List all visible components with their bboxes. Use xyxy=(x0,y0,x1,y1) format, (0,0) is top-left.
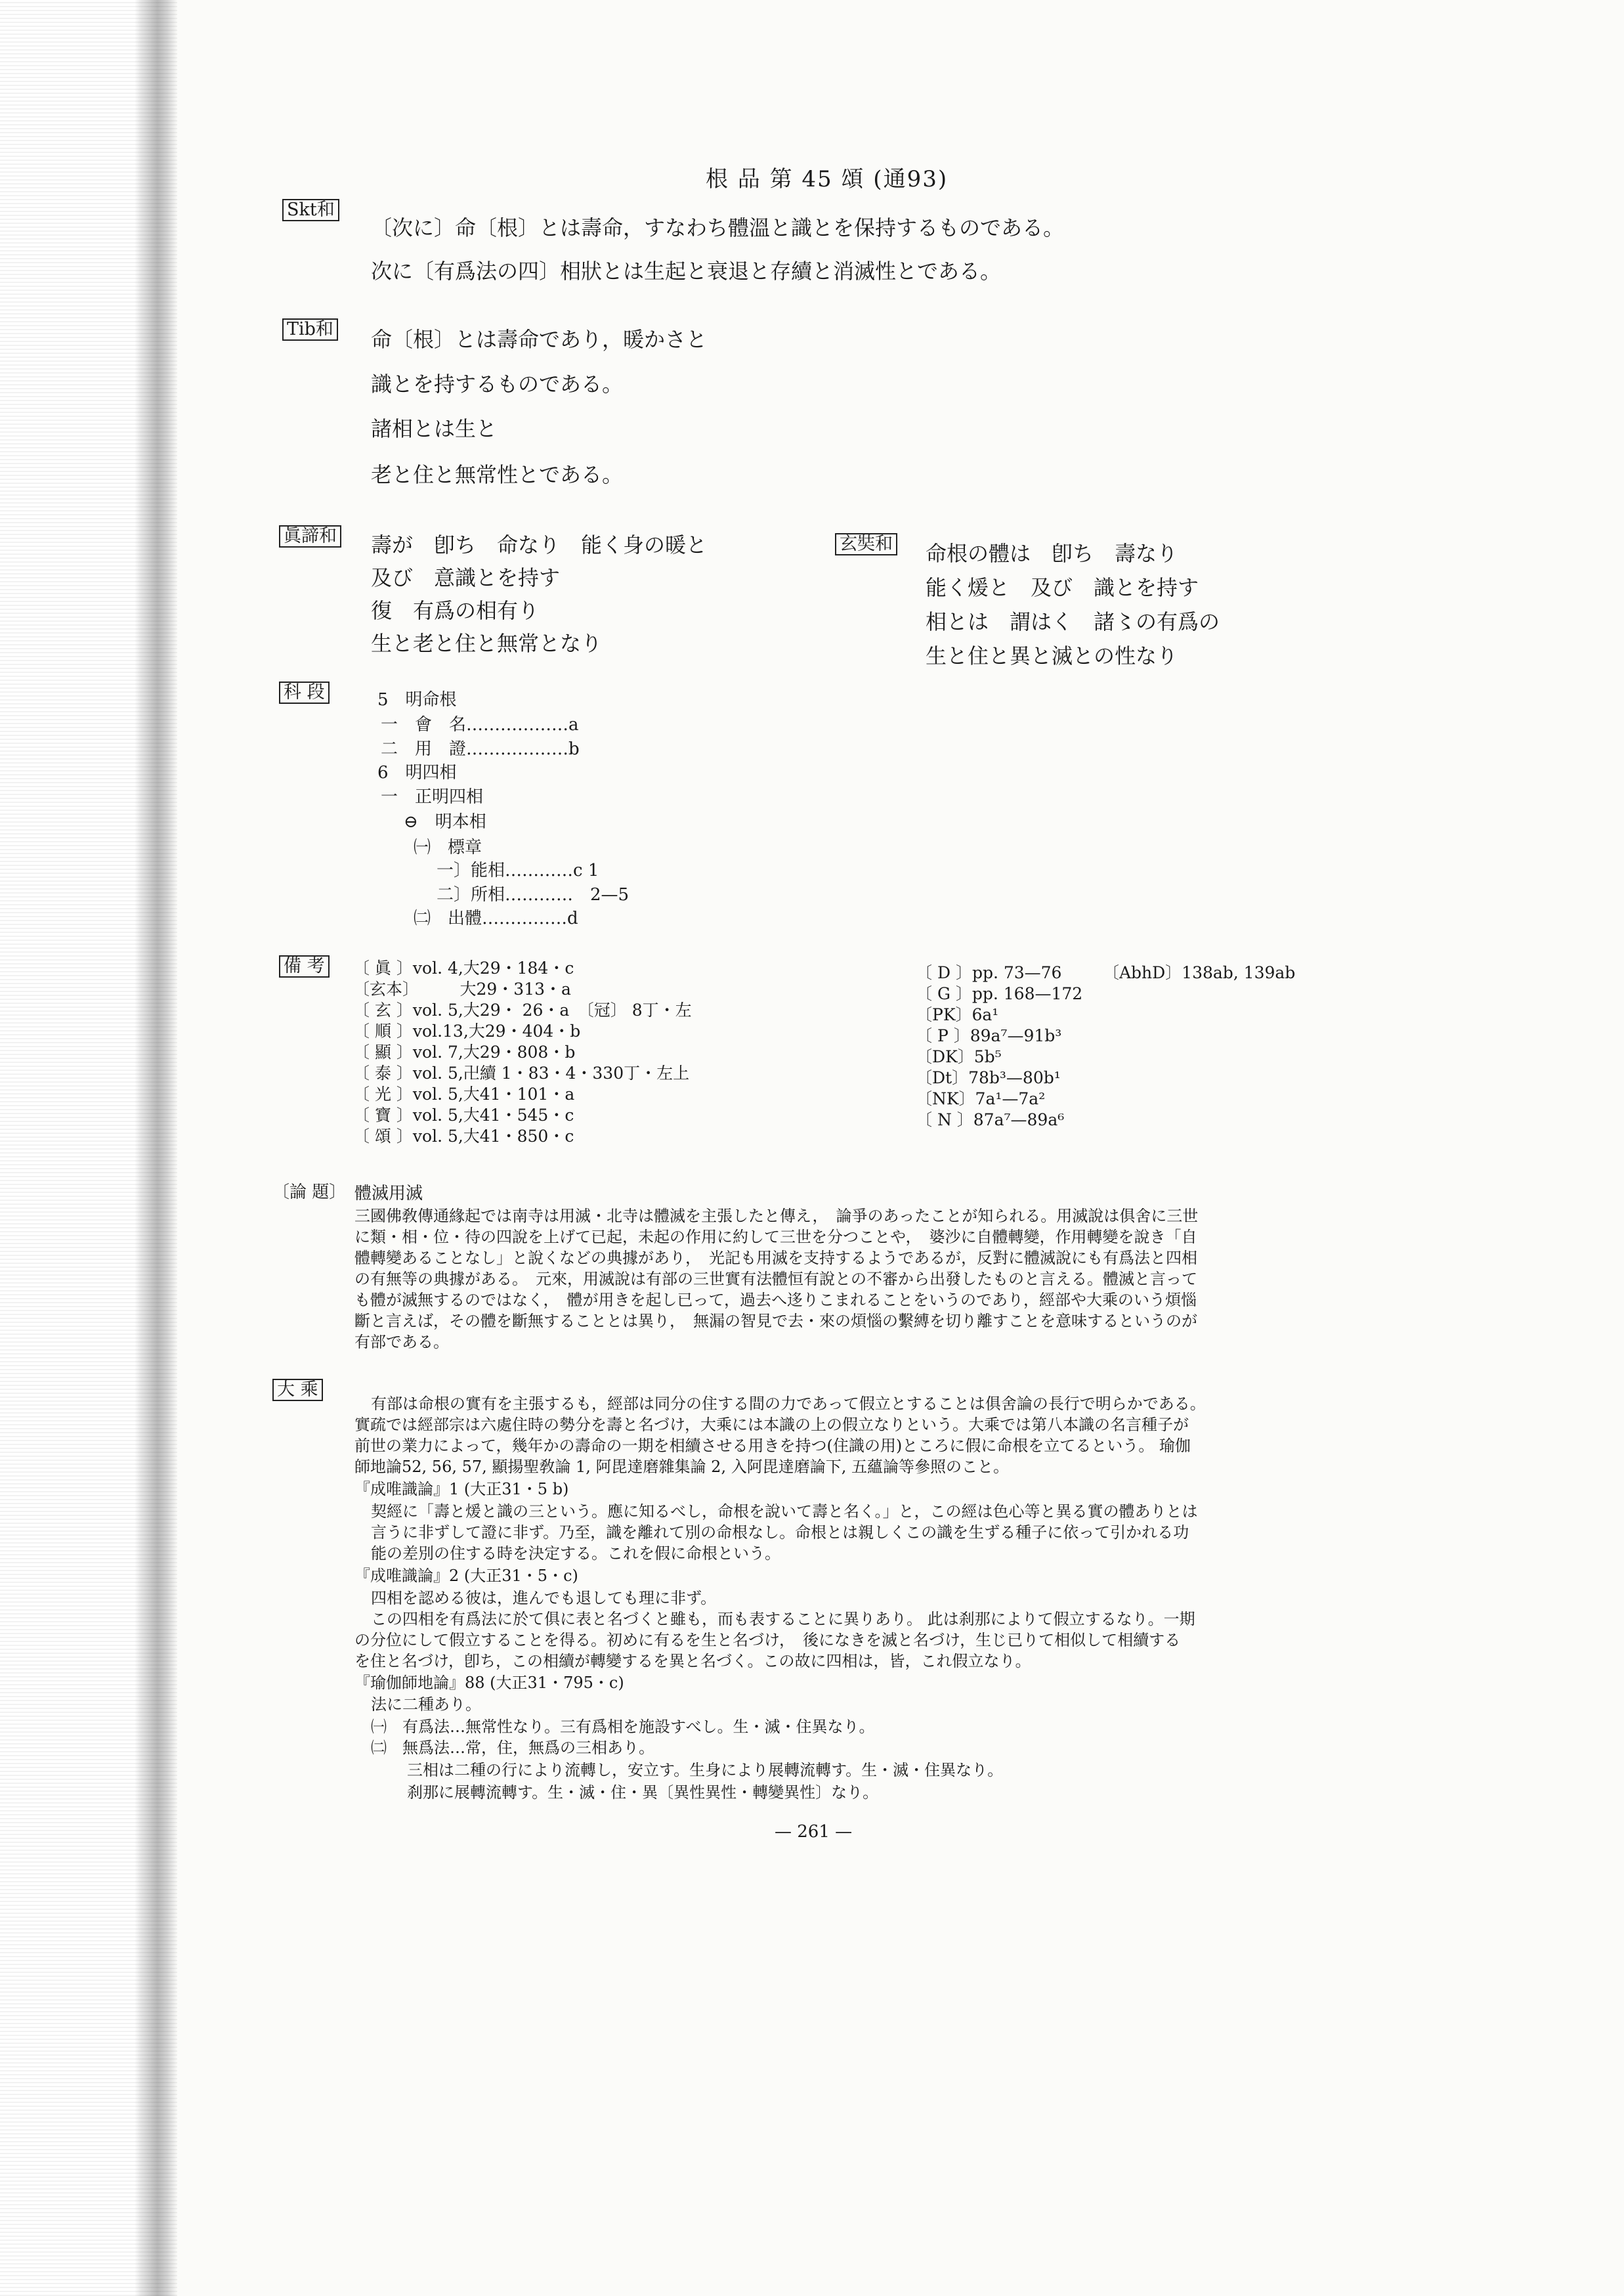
biko-right-line: 〔NK〕7a¹—7a² xyxy=(916,1089,1046,1108)
daijo-line: 師地論52, 56, 57, 顯揚聖敎論 1, 阿毘達磨雜集論 2, 入阿毘達磨論下, 五蘊論等參照のこと。 xyxy=(354,1458,1009,1476)
biko-left-line: 〔 頌 〕vol. 5,大41・850・c xyxy=(353,1127,574,1146)
scan-edge-shadow xyxy=(0,0,177,2296)
rondai-line: 體轉變あることなし」と說くなどの典據があり， 光記も用滅を支持するようであるが，反對に體滅說にも有爲法と四相 xyxy=(354,1249,1197,1267)
rondai-line: も體が滅無するのではなく， 體が用きを起し已って，過去へ迻りこまれることをいうのであり，經部や大乘のいう煩惱 xyxy=(354,1291,1197,1309)
daijo-line: ㈠ 有爲法…無常性なり。三有爲相を施設すべし。生・滅・住異なり。 xyxy=(371,1718,875,1736)
rondai-line: 斷と言えば，その體を斷無することとは異り， 無漏の智見で去・來の煩惱の繫縛を切り離すことを意味するというのが xyxy=(354,1312,1197,1330)
tib-line: 命〔根〕とは壽命であり，暖かさと xyxy=(371,327,708,352)
rondai-line: 有部である。 xyxy=(354,1333,449,1351)
kadan-line: 一 會 名………………a xyxy=(381,715,579,735)
daijo-line: 有部は命根の實有を主張するも，經部は同分の住する間の力であって假立とすることは俱舍論の長行で明らかである。 xyxy=(371,1395,1206,1413)
kadan-line: 二 用 證………………b xyxy=(381,739,580,759)
section-tag-biko: 備 考 xyxy=(279,955,330,978)
rondai-heading: 體滅用滅 xyxy=(354,1184,423,1203)
biko-left-line: 〔 寶 〕vol. 5,大41・545・c xyxy=(353,1106,574,1125)
page-title: 根 品 第 45 頌 (通93) xyxy=(706,166,949,192)
daijo-line: 契經に「壽と煖と識の三という。應に知るべし，命根を說いて壽と名く。」と，この經は色心等と異る實の體ありとは xyxy=(371,1502,1198,1521)
section-tag-skt: Skt和 xyxy=(282,199,339,221)
daijo-line: 『成唯識論』2 (大正31・5・c) xyxy=(354,1567,578,1585)
skt-line: 次に〔有爲法の四〕相狀とは生起と衰退と存續と消滅性とである。 xyxy=(371,259,1002,284)
biko-right-line: 〔 P 〕89a⁷—91b³ xyxy=(916,1026,1062,1045)
shintai-line: 壽が 卽ち 命なり 能く身の暖と xyxy=(371,532,708,557)
skt-line: 〔次に〕命〔根〕とは壽命，すなわち體溫と識とを保持するものである。 xyxy=(371,215,1065,240)
daijo-line: 能の差別の住する時を決定する。これを假に命根という。 xyxy=(371,1544,780,1563)
biko-left-line: 〔 玄 〕vol. 5,大29・ 26・a 〔冠〕 8丁・左 xyxy=(353,1001,692,1020)
section-tag-kadan: 科 段 xyxy=(279,682,330,704)
section-tag-rondai: 〔論 題〕 xyxy=(272,1182,347,1202)
biko-left-line: 〔 顯 〕vol. 7,大29・808・b xyxy=(353,1043,576,1062)
kadan-line: 一〕能相…………c 1 xyxy=(437,861,599,880)
kadan-line: ㈡ 出體……………d xyxy=(414,909,578,928)
daijo-line: 實疏では經部宗は六處住時の勢分を壽と名づけ，大乘には本識の上の假立なりという。大乘では第八本識の名言種子が xyxy=(354,1416,1189,1434)
kadan-line: 6 明四相 xyxy=(377,763,457,783)
daijo-line: ㈡ 無爲法…常，住，無爲の三相あり。 xyxy=(371,1739,654,1757)
biko-left-line: 〔玄本〕 大29・313・a xyxy=(353,980,571,999)
section-tag-daijo: 大 乘 xyxy=(272,1379,323,1401)
daijo-line: 法に二種あり。 xyxy=(371,1695,481,1714)
biko-right-line: 〔 N 〕87a⁷—89a⁶ xyxy=(916,1110,1065,1129)
shintai-line: 及び 意識とを持す xyxy=(371,565,561,590)
daijo-line: の分位にして假立することを得る。初めに有るを生と名づけ， 後になきを滅と名づけ，生じ已りて相似して相續する xyxy=(354,1631,1181,1649)
genjo-line: 相とは 謂はく 諸〻の有爲の xyxy=(926,609,1220,634)
section-tag-tib: Tib和 xyxy=(282,318,338,341)
kadan-line: 一 正明四相 xyxy=(381,787,484,807)
genjo-line: 生と住と異と滅との性なり xyxy=(926,643,1178,668)
biko-right-line: 〔PK〕6a¹ xyxy=(916,1005,999,1024)
biko-left-line: 〔 光 〕vol. 5,大41・101・a xyxy=(353,1085,575,1104)
biko-left-line: 〔 順 〕vol.13,大29・404・b xyxy=(353,1022,581,1041)
kadan-line: ⊖ 明本相 xyxy=(404,812,486,832)
daijo-line: この四相を有爲法に於て俱に表と名づくと雖も，而も表することに異りあり。 此は刹那によりて假立するなり。一期 xyxy=(371,1610,1195,1628)
kadan-line: 二〕所相………… 2—5 xyxy=(437,885,630,905)
shintai-line: 復 有爲の相有り xyxy=(371,598,540,623)
biko-left-line: 〔 泰 〕vol. 5,卍續 1・83・4・330丁・左上 xyxy=(353,1064,690,1083)
page-number: — 261 — xyxy=(775,1822,853,1842)
daijo-line: 刹那に展轉流轉す。生・滅・住・異〔異性異性・轉變異性〕なり。 xyxy=(407,1783,879,1802)
daijo-line: 四相を認める彼は，進んでも退しても理に非ず。 xyxy=(371,1589,717,1607)
daijo-line: 『瑜伽師地論』88 (大正31・795・c) xyxy=(354,1674,624,1692)
tib-line: 諸相とは生と xyxy=(371,416,498,441)
section-tag-shintai: 眞諦和 xyxy=(279,525,341,548)
daijo-line: 言うに非ずして證に非ず。乃至，識を離れて別の命根なし。命根とは親しくこの識を生ずる種子に依って引かれる功 xyxy=(371,1523,1189,1542)
biko-right-line: 〔DK〕5b⁵ xyxy=(916,1047,1002,1066)
kadan-line: 5 明命根 xyxy=(377,690,457,710)
daijo-line: 『成唯識論』1 (大正31・5 b) xyxy=(354,1480,569,1498)
kadan-line: ㈠ 標章 xyxy=(414,838,482,857)
biko-right-line: 〔 G 〕pp. 168—172 xyxy=(916,984,1083,1003)
daijo-line: を住と名づけ，卽ち，この相續が轉變するを異と名づく。この故に四相は，皆，これ假立なり。 xyxy=(354,1652,1031,1670)
daijo-line: 前世の業力によって，幾年かの壽命の一期を相續させる用きを持つ(住識の用)ところに假に命根を立てるという。 瑜伽 xyxy=(354,1437,1191,1455)
biko-right-line: 〔Dt〕78b³—80b¹ xyxy=(916,1068,1061,1087)
biko-right-line: 〔 D 〕pp. 73—76 〔AbhD〕138ab, 139ab xyxy=(916,963,1296,982)
tib-line: 識とを持するものである。 xyxy=(371,372,624,397)
daijo-line: 三相は二種の行により流轉し，安立す。生身により展轉流轉す。生・滅・住異なり。 xyxy=(407,1761,1004,1779)
rondai-line: の有無等の典據がある。 元來，用滅說は有部の三世實有法體恒有說との不審から出發したものと言える。體滅と言って xyxy=(354,1270,1197,1288)
tib-line: 老と住と無常性とである。 xyxy=(371,462,624,487)
rondai-line: に類・相・位・待の四說を上げて已起，未起の作用に約して三世を分つことや， 婆沙に自體轉變，作用轉變を說き「自 xyxy=(354,1228,1197,1246)
rondai-line: 三國佛敎傳通緣起では南寺は用滅・北寺は體滅を主張したと傳え， 論爭のあったことが知られる。用滅說は俱舍に三世 xyxy=(354,1207,1199,1225)
biko-left-line: 〔 眞 〕vol. 4,大29・184・c xyxy=(353,959,574,978)
section-tag-genjo: 玄奘和 xyxy=(835,533,897,555)
genjo-line: 能く煖と 及び 識とを持す xyxy=(926,575,1199,600)
genjo-line: 命根の體は 卽ち 壽なり xyxy=(926,541,1178,566)
shintai-line: 生と老と住と無常となり xyxy=(371,631,603,656)
